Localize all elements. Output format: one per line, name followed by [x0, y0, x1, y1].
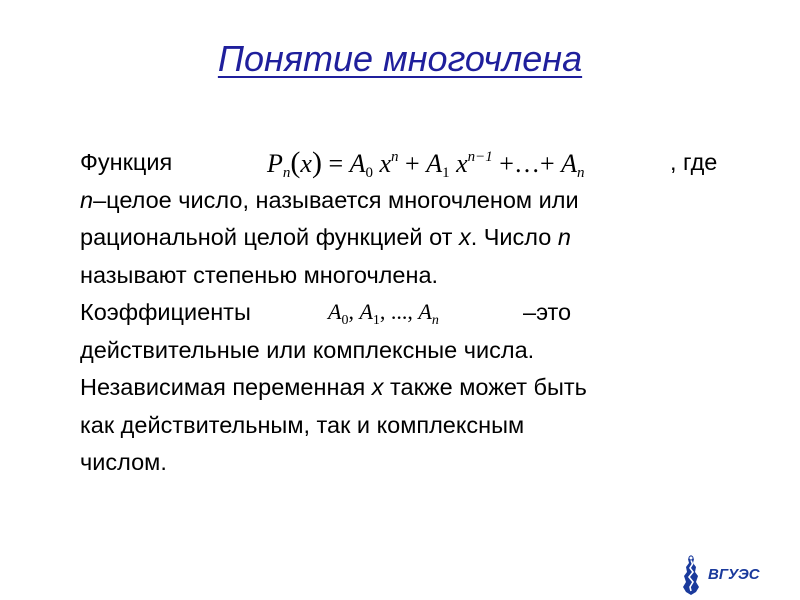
formula-P-sub: n [282, 165, 291, 181]
text-where: , где [670, 149, 718, 175]
text-coefficients-word: Коэффициенты [80, 299, 251, 325]
text-line3b: . Число [470, 224, 558, 250]
formula-x3-sup: n−1 [467, 149, 493, 165]
formula-A1: A [426, 149, 443, 178]
slide-body [80, 144, 780, 482]
body-line-2 [80, 182, 780, 220]
formula-An-sub: n [577, 165, 585, 181]
coef-An: A [418, 299, 432, 324]
formula-An: A [561, 149, 577, 178]
formula-plus2: +…+ [492, 149, 562, 178]
text-var-n2: n [557, 224, 571, 250]
body-line-1 [80, 144, 780, 182]
formula-plus1: + [398, 149, 427, 178]
body-line-4 [80, 257, 780, 295]
text-line8: как действительным, так и комплексным [80, 411, 525, 438]
text-line7a: Независимая переменная [80, 374, 372, 400]
body-line-5 [80, 294, 780, 332]
text-var-n: n [80, 186, 94, 213]
formula-paren-open: ( [290, 146, 301, 179]
text-line7b: также может быть [383, 374, 587, 400]
university-logo [672, 554, 782, 594]
text-line9: числом. [80, 449, 167, 475]
coef-A1: A [359, 299, 373, 324]
formula-eq: = [321, 149, 350, 178]
formula-x3: x [456, 149, 468, 178]
coef-sep2: , ..., [379, 299, 419, 324]
logo-text: ВГУЭС [708, 566, 760, 583]
coef-An-sub: n [431, 313, 439, 328]
formula-x2-sup: n [391, 149, 399, 165]
body-line-6 [80, 332, 780, 370]
text-line4: называют степенью многочлена. [80, 261, 439, 288]
formula-paren-close: ) [311, 146, 322, 179]
formula-P: P [267, 149, 283, 178]
coef-A0-sub: 0 [341, 313, 349, 328]
slide-title: Понятие многочлена [217, 38, 583, 79]
text-line2: –целое число, называется многочленом или [93, 186, 579, 213]
text-function-word: Функция [80, 149, 173, 175]
university-emblem-icon [676, 554, 706, 596]
body-line-9 [80, 444, 780, 482]
coef-sep1: , [348, 299, 360, 324]
formula-x1: x [300, 149, 312, 178]
formula-A0-sub: 0 [365, 165, 373, 181]
formula-A1-sub: 1 [442, 165, 450, 181]
text-this-is: –это [523, 299, 572, 325]
body-line-7 [80, 369, 780, 407]
body-line-8 [80, 407, 780, 445]
text-var-x: x [458, 224, 471, 250]
body-line-3 [80, 219, 780, 257]
text-var-x2: x [371, 374, 384, 400]
formula-A0: A [349, 149, 366, 178]
text-line3a: рациональной целой функцией от [80, 224, 459, 250]
formula-x2: x [379, 149, 392, 178]
coef-A1-sub: 1 [372, 313, 380, 328]
text-line6: действительные или комплексные числа. [80, 336, 535, 363]
coef-A0: A [328, 299, 342, 324]
